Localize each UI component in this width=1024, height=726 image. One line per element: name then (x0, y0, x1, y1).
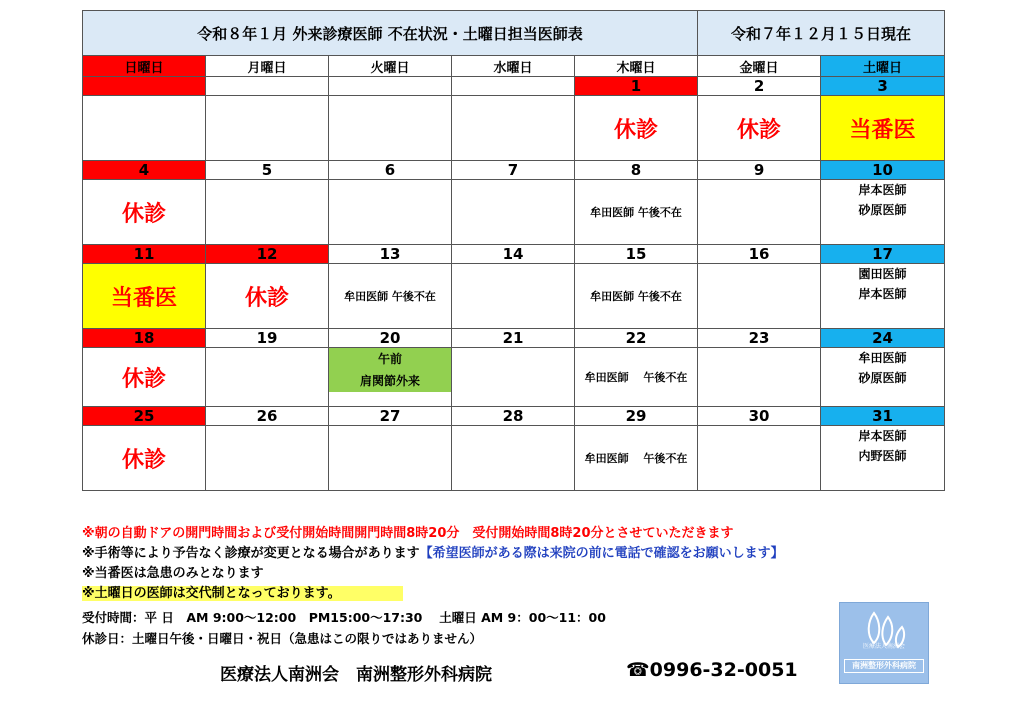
duty-doctor-note: ※当番医は急患のみとなります (82, 566, 264, 581)
date-cell: 6 (329, 161, 452, 180)
closed-label: 休診 (206, 264, 329, 329)
date-cell: 11 (83, 245, 206, 264)
saturday-rotation-note (82, 584, 944, 604)
date-cell (452, 77, 575, 96)
day-cell (452, 264, 575, 329)
saturday-doctors (821, 426, 945, 491)
day-cell (452, 348, 575, 407)
absence-note: 牟田医師 午後不在 (575, 264, 698, 329)
day-cell (206, 180, 329, 245)
duty-doctor-label: 当番医 (821, 96, 945, 161)
closed-days: 休診日：土曜日午後・日曜日・祝日（急患はこの限りではありません） (82, 631, 483, 646)
weekday-wed: 水曜日 (452, 56, 575, 77)
closed-label: 休診 (83, 348, 206, 407)
organization-name: 医療法人南洲会 南洲整形外科病院 (220, 665, 492, 685)
date-cell: 19 (206, 329, 329, 348)
date-cell: 13 (329, 245, 452, 264)
call-ahead-text: 【希望医師がある際は来院の前に電話で確認をお願いします】 (419, 546, 784, 561)
day-cell (329, 180, 452, 245)
closed-label: 休診 (575, 96, 698, 161)
day-cell (206, 348, 329, 407)
date-cell: 29 (575, 407, 698, 426)
closed-label: 休診 (83, 180, 206, 245)
weekday-sat: 土曜日 (821, 56, 945, 77)
clinic-time: 午前 (377, 352, 402, 366)
date-cell: 9 (698, 161, 821, 180)
day-cell (329, 96, 452, 161)
date-cell: 31 (821, 407, 945, 426)
day-cell (698, 348, 821, 407)
weekday-thu: 木曜日 (575, 56, 698, 77)
doctor-name: 岸本医師 (858, 183, 907, 197)
shoulder-clinic-badge (329, 348, 451, 392)
weekday-mon: 月曜日 (206, 56, 329, 77)
weekday-sun: 日曜日 (83, 56, 206, 77)
date-cell: 16 (698, 245, 821, 264)
day-cell (452, 180, 575, 245)
calendar-container (82, 10, 944, 491)
absence-note: 牟田医師 午後不在 (575, 426, 698, 491)
weekday-tue: 火曜日 (329, 56, 452, 77)
date-cell: 28 (452, 407, 575, 426)
date-cell: 17 (821, 245, 945, 264)
date-cell (83, 77, 206, 96)
day-cell (698, 264, 821, 329)
saturday-doctors (821, 264, 945, 329)
day-cell (698, 426, 821, 491)
saturday-doctors (821, 180, 945, 245)
date-cell: 15 (575, 245, 698, 264)
date-cell: 20 (329, 329, 452, 348)
date-cell: 12 (206, 245, 329, 264)
date-cell: 24 (821, 329, 945, 348)
date-cell: 25 (83, 407, 206, 426)
schedule-change-text: ※手術等により予告なく診療が変更となる場合があります (82, 546, 420, 561)
doctor-name: 内野医師 (858, 449, 907, 463)
date-cell (206, 77, 329, 96)
doctor-name: 砂原医師 (858, 371, 907, 385)
doctor-name: 牟田医師 (858, 351, 907, 365)
closed-label: 休診 (698, 96, 821, 161)
date-cell: 23 (698, 329, 821, 348)
closed-label: 休診 (83, 426, 206, 491)
as-of-date: 令和７年１２月１５日現在 (698, 11, 945, 56)
date-cell: 26 (206, 407, 329, 426)
date-cell: 7 (452, 161, 575, 180)
date-cell: 8 (575, 161, 698, 180)
doctor-name: 園田医師 (858, 267, 907, 281)
absence-note: 牟田医師 午後不在 (575, 348, 698, 407)
absence-note: 牟田医師 午後不在 (329, 264, 452, 329)
date-cell: 30 (698, 407, 821, 426)
saturday-doctors (821, 348, 945, 407)
day-cell (452, 96, 575, 161)
page-title: 令和８年１月 外来診療医師 不在状況・土曜日担当医師表 (83, 11, 698, 56)
date-cell (329, 77, 452, 96)
day-cell (206, 96, 329, 161)
date-cell: 5 (206, 161, 329, 180)
day-cell (83, 96, 206, 161)
doctor-name: 岸本医師 (858, 287, 907, 301)
date-cell: 14 (452, 245, 575, 264)
day-cell (329, 426, 452, 491)
saturday-rotation-text: ※土曜日の医師は交代制となっております。 (82, 586, 403, 601)
calendar-table (82, 10, 945, 491)
date-cell: 4 (83, 161, 206, 180)
weekday-fri: 金曜日 (698, 56, 821, 77)
date-cell: 18 (83, 329, 206, 348)
date-cell: 10 (821, 161, 945, 180)
doctor-name: 岸本医師 (858, 429, 907, 443)
duty-doctor-label: 当番医 (83, 264, 206, 329)
date-cell: 21 (452, 329, 575, 348)
leaf-icon (840, 603, 928, 659)
date-cell: 2 (698, 77, 821, 96)
special-clinic-cell (329, 348, 452, 407)
date-cell: 1 (575, 77, 698, 96)
doctor-name: 砂原医師 (858, 203, 907, 217)
day-cell (698, 180, 821, 245)
notes-section (82, 524, 944, 649)
logo-text: 南洲整形外科病院 (844, 659, 924, 673)
date-cell: 27 (329, 407, 452, 426)
hospital-logo (839, 602, 929, 684)
absence-note: 牟田医師 午後不在 (575, 180, 698, 245)
logo-subtext: 医療法人南洲会 (862, 643, 905, 650)
reception-hours: 受付時間：平 日 AM 9:00～12:00 PM15:00～17:30 土曜日 AM 9：00～11：00 (82, 610, 606, 625)
date-cell: 3 (821, 77, 945, 96)
date-cell: 22 (575, 329, 698, 348)
clinic-name: 肩関節外来 (359, 374, 420, 388)
door-hours-note: ※朝の自動ドアの開門時間および受付開始時間開門時間8時20分 受付開始時間8時20分とさせていただきます (82, 526, 734, 541)
day-cell (452, 426, 575, 491)
schedule-change-note (82, 544, 944, 564)
phone-number: ☎0996-32-0051 (626, 659, 798, 681)
day-cell (206, 426, 329, 491)
